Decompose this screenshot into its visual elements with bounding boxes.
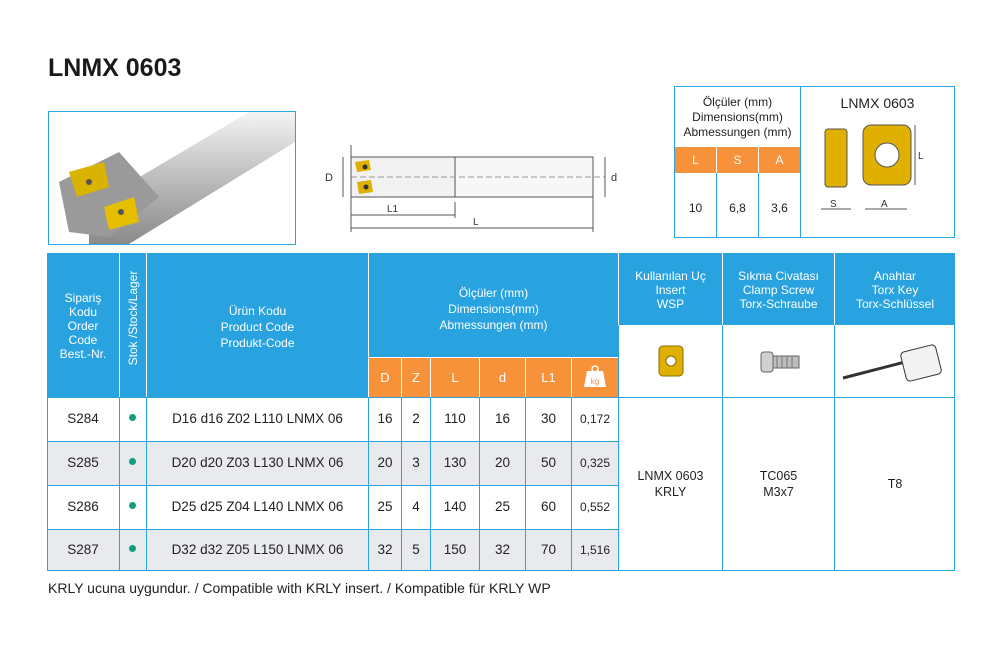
cell-weight: 0,172 xyxy=(579,412,611,426)
product-code: D25 d25 Z04 L140 LNMX 06 xyxy=(171,499,344,514)
col-Z: Z xyxy=(402,358,430,397)
cell-weight: 1,516 xyxy=(579,543,611,557)
product-code: D20 d20 Z03 L130 LNMX 06 xyxy=(171,455,344,470)
cell-L: 150 xyxy=(443,542,467,557)
order-code-line: Code xyxy=(68,333,98,347)
cell-L1: 30 xyxy=(540,411,557,426)
col-A: A xyxy=(759,147,800,173)
stock-dot xyxy=(129,545,136,552)
cell-Z: 4 xyxy=(412,499,420,514)
insert-value-line: KRLY xyxy=(654,485,687,499)
screw-line: Torx-Schraube xyxy=(739,297,818,311)
order-code: S285 xyxy=(67,455,99,470)
weight-icon-label: kg xyxy=(590,377,600,386)
cell-Z: 2 xyxy=(412,411,420,426)
cell-L1: 50 xyxy=(540,455,557,470)
insert-dimension-drawing xyxy=(815,119,945,231)
order-code-line: Best.-Nr. xyxy=(59,347,107,361)
col-L: L xyxy=(431,358,479,397)
key-line: Torx Key xyxy=(871,283,919,297)
cell-D: 32 xyxy=(377,542,393,557)
col-d: d xyxy=(480,358,525,397)
insert-image-cell xyxy=(619,326,722,397)
order-code-line: Order xyxy=(67,319,99,333)
product-photo xyxy=(48,111,296,245)
product-code-line: Product Code xyxy=(220,320,295,334)
stock-dot xyxy=(129,502,136,509)
value-A: 3,6 xyxy=(771,201,788,215)
insert-value xyxy=(619,468,722,500)
col-L: L xyxy=(675,147,716,173)
col-weight xyxy=(572,358,618,397)
dims-header-line-1: Ölçüler (mm) xyxy=(702,95,773,109)
screw-value-line: M3x7 xyxy=(763,485,794,499)
value-S: 6,8 xyxy=(729,201,746,215)
product-code-line: Produkt-Code xyxy=(220,336,295,350)
stock-header xyxy=(120,253,146,397)
order-code-header xyxy=(47,253,119,397)
screw-icon xyxy=(723,326,834,397)
cell-Z: 5 xyxy=(412,542,420,557)
product-code: D16 d16 Z02 L110 LNMX 06 xyxy=(172,411,343,426)
product-code: D32 d32 Z05 L150 LNMX 06 xyxy=(171,542,344,557)
cell-D: 25 xyxy=(377,499,393,514)
cell-L: 140 xyxy=(443,499,467,514)
key-line: Torx-Schlüssel xyxy=(855,297,935,311)
dimensions-line: Abmessungen (mm) xyxy=(439,318,548,332)
insert-line: Insert xyxy=(655,283,686,297)
label-L: L xyxy=(473,217,479,228)
label-D: D xyxy=(325,172,333,184)
insert-icon xyxy=(619,326,722,397)
value-L: 10 xyxy=(688,201,703,215)
cell-D: 16 xyxy=(377,411,393,426)
key-header xyxy=(835,253,955,325)
key-image-cell xyxy=(835,326,955,397)
label-L1: L1 xyxy=(387,204,399,215)
col-L1: L1 xyxy=(526,358,571,397)
cell-weight: 0,325 xyxy=(579,456,611,470)
label-L: L xyxy=(918,151,924,162)
dims-header-line-3: Abmessungen (mm) xyxy=(683,125,792,139)
dimensions-line: Dimensions(mm) xyxy=(448,302,539,316)
order-code: S286 xyxy=(67,499,99,514)
screw-line: Sıkma Civatası xyxy=(738,269,819,283)
dimensions-line: Ölçüler (mm) xyxy=(458,286,529,300)
product-table xyxy=(47,253,955,571)
insert-header xyxy=(619,253,722,325)
label-A: A xyxy=(881,199,888,210)
cell-d: 16 xyxy=(494,411,511,426)
insert-value-line: LNMX 0603 xyxy=(637,469,704,483)
dims-header-line-2: Dimensions(mm) xyxy=(692,110,783,124)
torx-key-icon xyxy=(835,326,955,397)
col-D: D xyxy=(369,358,401,397)
cell-D: 20 xyxy=(377,455,393,470)
screw-header xyxy=(723,253,834,325)
key-line: Anahtar xyxy=(873,269,917,283)
dims-header xyxy=(675,95,800,155)
screw-value xyxy=(723,468,834,500)
milling-cutter-photo xyxy=(49,112,295,244)
stock-dot xyxy=(129,414,136,421)
cell-weight: 0,552 xyxy=(579,500,611,514)
label-S: S xyxy=(830,199,837,210)
col-S: S xyxy=(717,147,758,173)
page-title: LNMX 0603 xyxy=(48,54,182,82)
stock-dot xyxy=(129,458,136,465)
weight-icon xyxy=(572,358,618,397)
screw-line: Clamp Screw xyxy=(742,283,815,297)
label-d: d xyxy=(611,172,618,184)
dimensions-header xyxy=(369,253,618,357)
insert-dimensions-box xyxy=(674,86,955,238)
cell-L1: 70 xyxy=(540,542,557,557)
cell-L: 130 xyxy=(443,455,467,470)
technical-drawing xyxy=(305,140,635,240)
product-code-line: Ürün Kodu xyxy=(228,304,287,318)
cell-d: 25 xyxy=(494,499,511,514)
cell-d: 20 xyxy=(494,455,511,470)
cell-Z: 3 xyxy=(412,455,420,470)
order-code-line: Sipariş xyxy=(64,291,102,305)
cell-L1: 60 xyxy=(540,499,557,514)
order-code-line: Kodu xyxy=(68,305,98,319)
product-code-header xyxy=(147,253,368,397)
screw-image-cell xyxy=(723,326,834,397)
screw-value-line: TC065 xyxy=(759,469,798,483)
stock-label: Stok /Stock/Lager xyxy=(126,270,140,366)
key-value: T8 xyxy=(887,477,903,491)
cell-L: 110 xyxy=(444,411,466,426)
order-code: S287 xyxy=(67,542,99,557)
insert-line: WSP xyxy=(656,297,685,311)
order-code: S284 xyxy=(67,411,99,426)
insert-line: Kullanılan Uç xyxy=(635,269,706,283)
footer-note: KRLY ucuna uygundur. / Compatible with KRLY insert. / Kompatible für KRLY WP xyxy=(48,580,551,596)
cell-d: 32 xyxy=(494,542,511,557)
insert-name: LNMX 0603 xyxy=(840,95,915,111)
